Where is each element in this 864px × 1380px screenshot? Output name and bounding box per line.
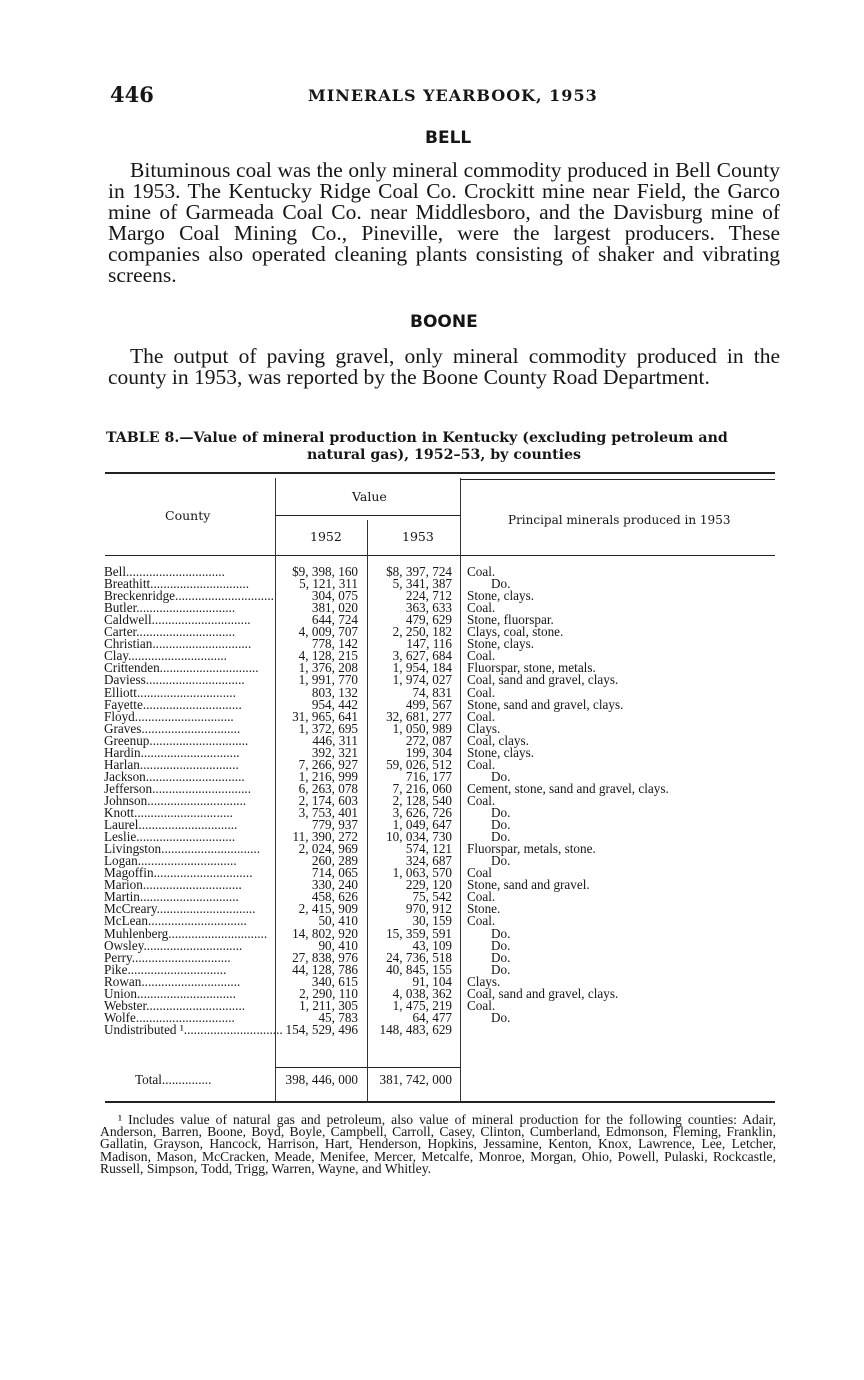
county-name: Logan xyxy=(104,853,138,869)
table-row-1952-value: 4, 128, 215 xyxy=(298,648,358,664)
total-1952: 398, 446, 000 xyxy=(285,1072,358,1087)
boone-heading: BOONE xyxy=(410,312,478,332)
table-row-1953-value: 32, 681, 277 xyxy=(386,708,452,724)
table-row-1952-value: 3, 753, 401 xyxy=(298,805,358,820)
table-row-county: Perry.............................. xyxy=(104,949,231,965)
table-row-county: Elliott.............................. xyxy=(104,684,236,700)
county-name: Livingston xyxy=(104,841,162,857)
table-row-1952-value: 44, 128, 786 xyxy=(292,961,358,977)
value-column-header: Value xyxy=(352,489,387,504)
table-row-county: Harlan.............................. xyxy=(104,756,239,772)
table-row-minerals: Coal. xyxy=(467,792,496,808)
table-row-1952-value: 954, 442 xyxy=(311,696,358,712)
table-row-1953-value: 1, 050, 989 xyxy=(392,720,452,736)
county-name: Breckenridge xyxy=(104,588,176,604)
table-row-1952-value: 2, 174, 603 xyxy=(298,792,358,808)
table-row-1952-value: 50, 410 xyxy=(318,913,358,929)
year-1952-header: 1952 xyxy=(310,529,342,544)
table-row-county: Clay.............................. xyxy=(104,648,227,664)
table-row-1953-value: 3, 627, 684 xyxy=(392,648,452,664)
table-row-minerals: Stone, clays. xyxy=(467,636,535,652)
table-row-1953-value: 199, 304 xyxy=(405,744,452,760)
table-row-county: Magoffin.............................. xyxy=(104,865,253,881)
table-row-1953-value: $8, 397, 724 xyxy=(386,564,452,579)
table-row-minerals: Clays. xyxy=(467,720,501,736)
page-number: 446 xyxy=(110,82,154,107)
county-name: Graves xyxy=(104,720,142,736)
county-column-header: County xyxy=(165,508,211,523)
table-row-minerals: Do. xyxy=(491,805,511,820)
table-row-1953-value: 147, 116 xyxy=(406,636,452,652)
table-row-1953-value: 1, 974, 027 xyxy=(392,672,452,688)
table-row-1953-value: 74, 831 xyxy=(412,684,452,700)
county-name: Butler xyxy=(104,600,137,616)
table-row-minerals: Coal. xyxy=(467,564,496,579)
table-row-1952-value: 4, 009, 707 xyxy=(298,624,358,640)
table-top-rule xyxy=(105,472,775,474)
table-row-1953-value: 224, 712 xyxy=(405,588,452,604)
county-name: McLean xyxy=(104,913,148,929)
table-row-1953-value: 1, 954, 184 xyxy=(392,660,452,676)
table-row-1952-value: 330, 240 xyxy=(311,877,358,893)
minerals-column-header: Principal minerals produced in 1953 xyxy=(508,513,731,527)
table-row-county: Fayette.............................. xyxy=(104,696,242,712)
table-row-minerals: Stone, sand and gravel. xyxy=(467,877,590,893)
county-name: Leslie xyxy=(104,829,137,845)
year-1953-header: 1953 xyxy=(402,529,434,544)
county-name: Hardin xyxy=(104,744,141,760)
table-row-county: Pike.............................. xyxy=(104,961,227,977)
table-row-minerals: Coal. xyxy=(467,889,496,905)
county-name: Johnson xyxy=(104,792,148,808)
table-row-1952-value: 304, 075 xyxy=(311,588,358,604)
table-row-1952-value: 154, 529, 496 xyxy=(285,1021,358,1037)
table-row-minerals: Do. xyxy=(491,576,511,592)
table-top-rule-thin xyxy=(460,479,775,480)
table-row-minerals: Coal. xyxy=(467,648,496,664)
table-row-1952-value: 714, 065 xyxy=(311,865,358,881)
table-row-county: Breathitt.............................. xyxy=(104,576,250,592)
county-name: Clay xyxy=(104,648,129,664)
table-caption xyxy=(106,430,782,464)
table-row-county: Greenup.............................. xyxy=(104,732,249,748)
table-row-1952-value: 1, 376, 208 xyxy=(298,660,358,676)
table-row-county: Johnson.............................. xyxy=(104,792,247,808)
table-row-1952-value: 1, 991, 770 xyxy=(298,672,358,688)
table-row-1953-value: 499, 567 xyxy=(405,696,452,712)
table-row-1953-value: 363, 633 xyxy=(405,600,452,616)
table-row-minerals: Do. xyxy=(491,768,511,784)
table-row-minerals: Do. xyxy=(491,829,511,845)
table-row-1952-value: 11, 390, 272 xyxy=(292,829,358,845)
table-row-county: Logan.............................. xyxy=(104,853,237,869)
table-row-1953-value: 229, 120 xyxy=(405,877,452,893)
table-row-1952-value: 446, 311 xyxy=(312,732,358,748)
county-name: Jefferson xyxy=(104,780,153,796)
table-row-1953-value: 1, 063, 570 xyxy=(392,865,452,881)
table-row-1952-value: 2, 415, 909 xyxy=(298,901,358,917)
table-row-minerals: Do. xyxy=(491,853,511,869)
table-row-1952-value: 2, 290, 110 xyxy=(299,985,358,1001)
table-row-minerals: Do. xyxy=(491,937,511,953)
county-name: McCreary xyxy=(104,901,157,917)
value-subheader-rule xyxy=(275,515,460,516)
county-name: Owsley xyxy=(104,937,144,953)
table-caption-line1: TABLE 8.—Value of mineral production in Kentucky (excluding petroleum and xyxy=(106,430,728,446)
table-row-1952-value: 779, 937 xyxy=(311,817,358,833)
table-row-county: Muhlenberg.............................. xyxy=(104,925,268,941)
table-row-minerals: Clays. xyxy=(467,973,501,989)
table-row-county: Martin.............................. xyxy=(104,889,239,905)
table-row-county: Webster.............................. xyxy=(104,997,246,1013)
table-row-county: Floyd.............................. xyxy=(104,708,234,724)
table-row-1952-value: 260, 289 xyxy=(311,853,358,869)
table-row-1953-value: 43, 109 xyxy=(412,937,452,953)
county-name: Wolfe xyxy=(104,1009,136,1025)
table-row-county: Breckenridge.............................. xyxy=(104,588,274,604)
table-row-1953-value: 324, 687 xyxy=(405,853,452,869)
table-row-1953-value: 10, 034, 730 xyxy=(386,829,452,845)
table-row-minerals: Coal, sand and gravel, clays. xyxy=(467,985,619,1001)
table-row-1952-value: 381, 020 xyxy=(311,600,358,616)
county-name: Elliott xyxy=(104,684,137,700)
county-name: Rowan xyxy=(104,973,142,989)
table-row-1952-value: 2, 024, 969 xyxy=(298,841,358,857)
table-row-1953-value: 1, 049, 647 xyxy=(392,817,452,833)
county-name: Martin xyxy=(104,889,140,905)
county-name: Union xyxy=(104,985,137,1001)
county-name: Laurel xyxy=(104,817,139,833)
table-row-minerals: Do. xyxy=(491,817,511,833)
table-row-county: Jackson.............................. xyxy=(104,768,245,784)
table-row-1952-value: 5, 121, 311 xyxy=(299,576,358,592)
table-row-1953-value: 24, 736, 518 xyxy=(386,949,452,965)
running-head: MINERALS YEARBOOK, 1953 xyxy=(308,86,598,105)
table-row-1952-value: 392, 321 xyxy=(311,744,358,760)
table-caption-line2: natural gas), 1952–53, by counties xyxy=(306,447,582,463)
table-row-1952-value: 1, 372, 695 xyxy=(298,720,358,736)
county-name: Jackson xyxy=(104,768,146,784)
table-row-minerals: Coal, sand and gravel, clays. xyxy=(467,672,619,688)
table-row-minerals: Stone, clays. xyxy=(467,588,535,604)
county-name: Perry xyxy=(104,949,132,965)
table-row-minerals: Do. xyxy=(491,961,511,977)
table-row-1952-value: 6, 263, 078 xyxy=(298,780,358,796)
table-row-minerals: Stone, fluorspar. xyxy=(467,612,554,628)
county-name: Greenup xyxy=(104,732,150,748)
table-row-county: Knott.............................. xyxy=(104,805,233,820)
table-row-county: Caldwell.............................. xyxy=(104,612,251,628)
table-row-1953-value: 4, 038, 362 xyxy=(392,985,452,1001)
county-name: Fayette xyxy=(104,696,143,712)
table-row-county: Wolfe.............................. xyxy=(104,1009,235,1025)
table-row-1952-value: 31, 965, 641 xyxy=(292,708,358,724)
table-row-minerals: Coal, clays. xyxy=(467,732,529,748)
table-row-1952-value: 45, 783 xyxy=(318,1009,358,1025)
table-row-minerals: Stone, clays. xyxy=(467,744,535,760)
table-row-1952-value: $9, 398, 160 xyxy=(292,564,358,579)
county-name: Undistributed ¹ xyxy=(104,1021,184,1037)
table-row-1953-value: 40, 845, 155 xyxy=(386,961,452,977)
table-row-1953-value: 574, 121 xyxy=(405,841,452,857)
county-name: Breathitt xyxy=(104,576,151,592)
table-row-county: Rowan.............................. xyxy=(104,973,241,989)
table-row-1952-value: 458, 626 xyxy=(311,889,358,905)
bell-heading: BELL xyxy=(425,128,472,148)
county-name: Christian xyxy=(104,636,153,652)
table-row-minerals: Stone. xyxy=(467,901,501,917)
county-name: Carter xyxy=(104,624,137,640)
table-row-1952-value: 7, 266, 927 xyxy=(298,756,358,772)
header-bottom-rule xyxy=(105,555,775,556)
table-row-1953-value: 30, 159 xyxy=(412,913,452,929)
table-row-county: McCreary.............................. xyxy=(104,901,256,917)
table-row-1953-value: 5, 341, 387 xyxy=(392,576,452,592)
county-name: Floyd xyxy=(104,708,135,724)
table-row-county: Butler.............................. xyxy=(104,600,236,616)
table-row-1953-value: 3, 626, 726 xyxy=(392,805,452,820)
table-row-county: Marion.............................. xyxy=(104,877,242,893)
table-row-1953-value: 2, 128, 540 xyxy=(392,792,452,808)
bell-paragraph: Bituminous coal was the only mineral commodity produced in Bell County in 1953. The Kentucky Ridge Coal Co. Crockitt mine near Field, the Garco mine of Garmeada Coal Co. near Middlesboro, and the Davisburg mine of Margo Coal Mining Co., Pineville, were the largest producers. These companies also operated cleaning plants consisting of shaker and vibrating screens. xyxy=(108,158,780,287)
table-row-minerals: Coal. xyxy=(467,708,496,724)
table-row-county: Jefferson.............................. xyxy=(104,780,252,796)
table-row-minerals: Coal. xyxy=(467,600,496,616)
county-name: Marion xyxy=(104,877,143,893)
table-row-county: Livingston.............................. xyxy=(104,841,261,857)
county-name: Bell xyxy=(104,564,126,579)
table-row-county: Daviess.............................. xyxy=(104,672,245,688)
table-row-1952-value: 340, 615 xyxy=(311,973,358,989)
table-row-county: Undistributed ¹.............................. xyxy=(104,1021,283,1037)
table-row-minerals: Do. xyxy=(491,1009,511,1025)
table-row-county: Union.............................. xyxy=(104,985,236,1001)
county-name: Pike xyxy=(104,961,128,977)
table-row-minerals: Coal. xyxy=(467,756,496,772)
table-row-1952-value: 803, 132 xyxy=(311,684,358,700)
table-row-minerals: Coal. xyxy=(467,997,496,1013)
table-row-1953-value: 272, 087 xyxy=(405,732,452,748)
table-row-county: Graves.............................. xyxy=(104,720,241,736)
table-row-county: Hardin.............................. xyxy=(104,744,240,760)
table-row-1953-value: 15, 359, 591 xyxy=(386,925,452,941)
table-row-minerals: Coal. xyxy=(467,684,496,700)
table-row-county: Bell.............................. xyxy=(104,564,225,579)
table-bottom-rule xyxy=(105,1101,775,1103)
table-row-1953-value: 91, 104 xyxy=(412,973,452,989)
table-row-minerals: Fluorspar, metals, stone. xyxy=(467,841,596,857)
table-row-1953-value: 64, 477 xyxy=(412,1009,452,1025)
county-name: Webster xyxy=(104,997,147,1013)
table-row-minerals: Clays, coal, stone. xyxy=(467,624,564,640)
table-row-1952-value: 644, 724 xyxy=(311,612,358,628)
county-name: Caldwell xyxy=(104,612,152,628)
table-row-1953-value: 2, 250, 182 xyxy=(392,624,452,640)
table-row-county: Carter.............................. xyxy=(104,624,236,640)
table-row-1952-value: 1, 216, 999 xyxy=(298,768,358,784)
table-row-minerals: Cement, stone, sand and gravel, clays. xyxy=(467,780,669,796)
column-divider-minerals xyxy=(460,478,461,1101)
table-row-1953-value: 479, 629 xyxy=(405,612,452,628)
table-row-county: Laurel.............................. xyxy=(104,817,238,833)
table-row-1953-value: 75, 542 xyxy=(412,889,452,905)
table-row-1952-value: 1, 211, 305 xyxy=(299,997,358,1013)
table-row-1953-value: 970, 912 xyxy=(405,901,452,917)
table-row-county: Leslie.............................. xyxy=(104,829,236,845)
table-row-minerals: Stone, sand and gravel, clays. xyxy=(467,696,624,712)
county-name: Harlan xyxy=(104,756,140,772)
table-row-1953-value: 59, 026, 512 xyxy=(386,756,452,772)
county-name: Knott xyxy=(104,805,135,820)
table-row-minerals: Do. xyxy=(491,949,511,965)
table-row-1953-value: 1, 475, 219 xyxy=(392,997,452,1013)
table-row-minerals: Do. xyxy=(491,925,511,941)
county-name: Muhlenberg xyxy=(104,925,169,941)
table-row-1952-value: 778, 142 xyxy=(311,636,358,652)
table-footnote: ¹ Includes value of natural gas and petroleum, also value of mineral production for the following counties: Adair, Anderson, Barren, Boone, Boyd, Boyle, Campbell, Carroll, Casey, Clinton, Cumberland, Edmonson, Fleming, Franklin, Gallatin, Grayson, Hancock, Harrison, Hart, Henderson, Hopkins, Jessamine, Kenton, Knox, Lawrence, Lee, Letcher, Madison, Mason, McCracken, Meade, Menifee, Mercer, Metcalfe, Monroe, Morgan, Ohio, Powell, Pulaski, Rockcastle, Russell, Simpson, Todd, Trigg, Warren, Wayne, and Whitley. xyxy=(100,1112,776,1176)
table-row-minerals: Coal xyxy=(467,865,492,881)
table-row-1952-value: 14, 802, 920 xyxy=(292,925,358,941)
table-row-county: Owsley.............................. xyxy=(104,937,243,953)
county-name: Magoffin xyxy=(104,865,154,881)
total-label: Total............... xyxy=(135,1072,212,1087)
table-row-1953-value: 7, 216, 060 xyxy=(392,780,452,796)
county-name: Crittenden xyxy=(104,660,160,676)
table-row-1952-value: 90, 410 xyxy=(318,937,358,953)
table-row-1953-value: 716, 177 xyxy=(405,768,452,784)
total-1953: 381, 742, 000 xyxy=(379,1072,452,1087)
table-row-county: McLean.............................. xyxy=(104,913,247,929)
table-row-county: Crittenden.............................. xyxy=(104,660,259,676)
boone-paragraph: The output of paving gravel, only mineral commodity produced in the county in 1953, was reported by the Boone County Road Department. xyxy=(108,344,780,389)
table-row-1953-value: 148, 483, 629 xyxy=(379,1021,452,1037)
table-row-minerals: Coal. xyxy=(467,913,496,929)
table-row-minerals: Fluorspar, stone, metals. xyxy=(467,660,596,676)
table-row-county: Christian.............................. xyxy=(104,636,252,652)
county-name: Daviess xyxy=(104,672,146,688)
table-row-1952-value: 27, 838, 976 xyxy=(292,949,358,965)
